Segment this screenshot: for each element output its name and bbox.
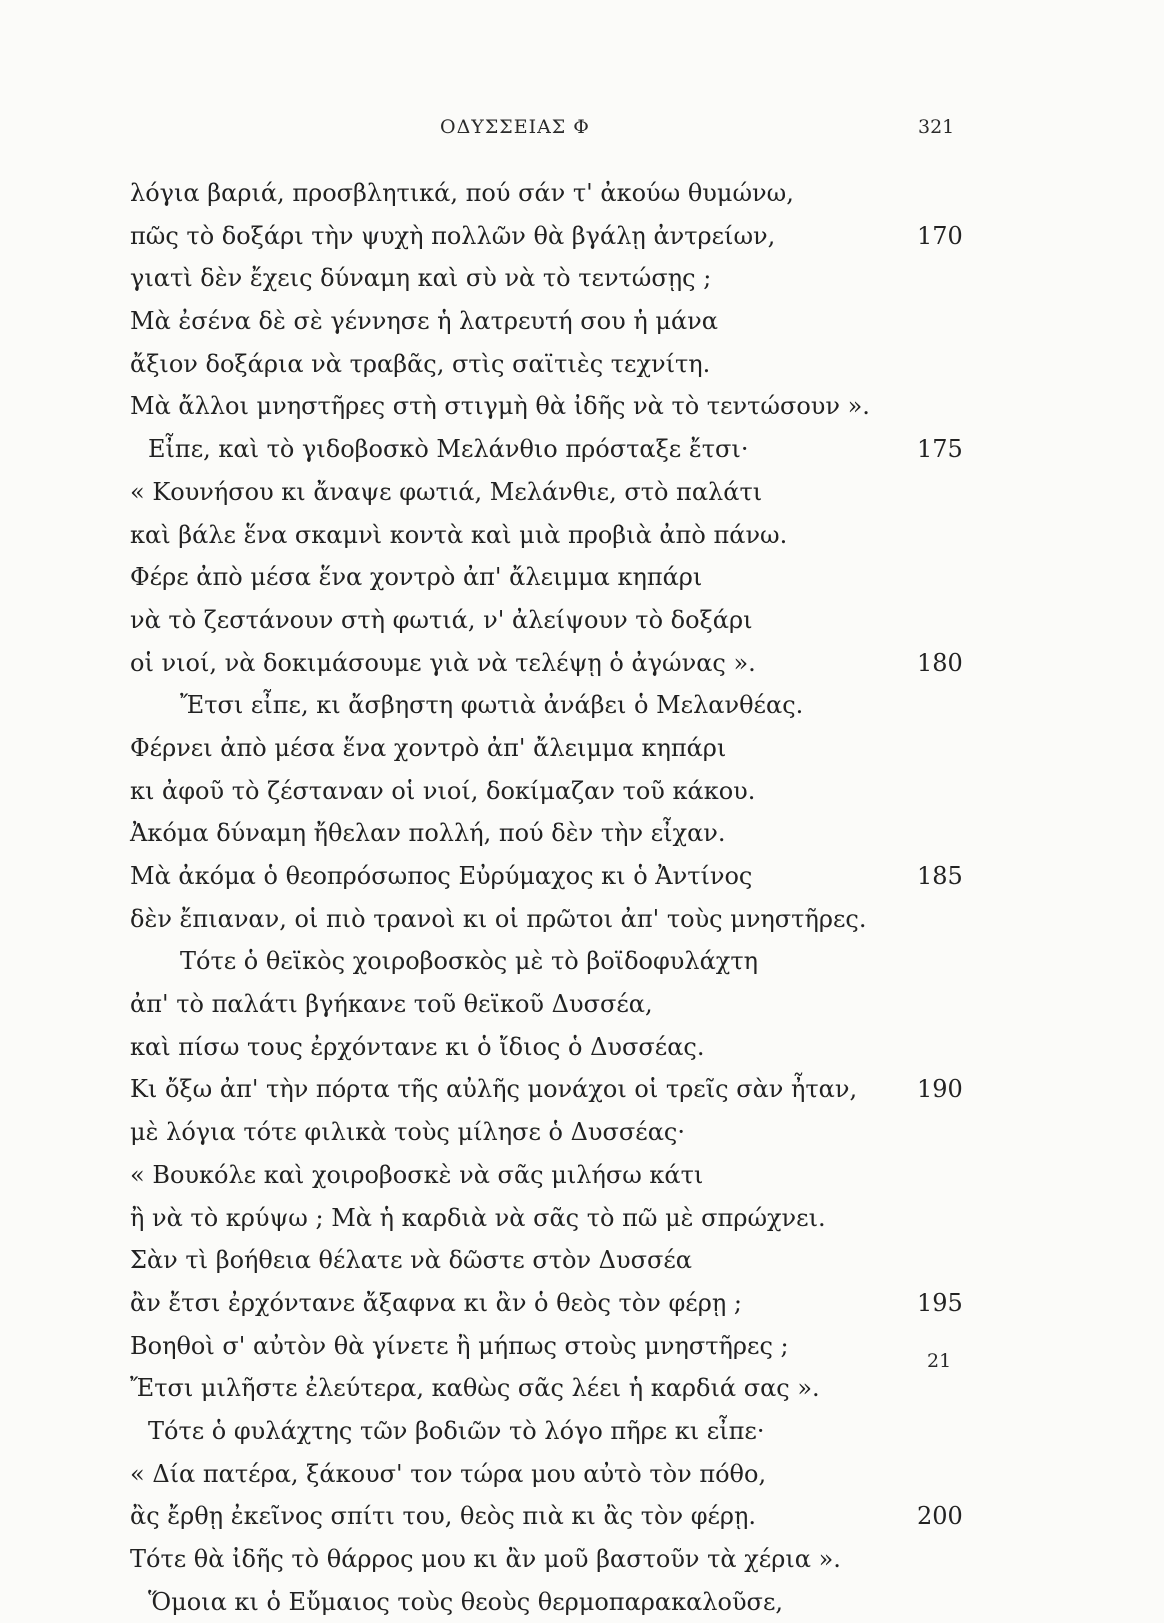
verse-line — [130, 684, 990, 727]
verse-line — [130, 940, 990, 983]
verse-text: Κι ὄξω ἀπ' τὴν πόρτα τῆς αὐλῆς μονάχοι οἱ τρεῖς σὰν ἦταν, — [130, 1075, 858, 1104]
verse-text: Βοηθοὶ σ' αὐτὸν θὰ γίνετε ἢ μήπως στοὺς μνηστῆρες ; — [130, 1331, 789, 1360]
line-number: 180 — [917, 648, 963, 677]
verse-text: κι ἀφοῦ τὸ ζέσταναν οἱ νιοί, δοκίμαζαν τοῦ κάκου. — [130, 776, 756, 805]
verse-text: ἂν ἔτσι ἐρχόντανε ἄξαφνα κι ἂν ὁ θεὸς τὸν φέρῃ ; — [130, 1288, 742, 1317]
verse-text: « Βουκόλε καὶ χοιροβοσκὲ νὰ σᾶς μιλήσω κάτι — [130, 1160, 704, 1189]
verse-line — [130, 1538, 990, 1581]
running-header-title: ΟΔΥΣΣΕΙΑΣ Φ — [440, 116, 590, 138]
line-number: 170 — [917, 221, 963, 250]
verse-line — [130, 812, 990, 855]
verse-text: καὶ πίσω τους ἐρχόντανε κι ὁ ἴδιος ὁ Δυσσέας. — [130, 1032, 705, 1061]
line-number: 185 — [917, 862, 963, 890]
verse-line — [130, 257, 990, 300]
verse-text: Μὰ ἀκόμα ὁ θεοπρόσωπος Εὐρύμαχος κι ὁ Ἀντίνος — [130, 862, 753, 890]
verse-text: « Κουνήσου κι ἄναψε φωτιά, Μελάνθιε, στὸ παλάτι — [130, 477, 763, 506]
verse-line — [130, 1282, 990, 1325]
verse-line — [130, 599, 990, 642]
verse-text: γιατὶ δὲν ἔχεις δύναμη καὶ σὺ νὰ τὸ τεντώσῃς ; — [130, 264, 712, 293]
verse-text: Μὰ ἐσένα δὲ σὲ γέννησε ἡ λατρευτή σου ἡ μάνα — [130, 307, 718, 336]
verse-text: Ἔτσι εἶπε, κι ἄσβηστη φωτιὰ ἀνάβει ὁ Μελανθέας. — [180, 691, 804, 720]
verse-line — [130, 855, 990, 898]
verse-line — [130, 1367, 990, 1410]
verse-line — [130, 514, 990, 557]
verse-line — [130, 1154, 990, 1197]
verse-line — [130, 556, 990, 599]
verse-line — [130, 1239, 990, 1282]
verse-line — [130, 343, 990, 386]
verse-text: Τότε ὁ θεϊκὸς χοιροβοσκὸς μὲ τὸ βοϊδοφυλάχτη — [180, 947, 758, 976]
verse-text: Φέρνει ἀπὸ μέσα ἕνα χοντρὸ ἀπ' ἄλειμμα κηπάρι — [130, 733, 727, 762]
verse-text: νὰ τὸ ζεστάνουν στὴ φωτιά, ν' ἀλείψουν τὸ δοξάρι — [130, 605, 753, 634]
verse-line — [130, 983, 990, 1026]
line-number: 190 — [917, 1075, 963, 1104]
verse-line — [130, 215, 990, 258]
verse-line — [130, 471, 990, 514]
verse-text: Τότε ὁ φυλάχτης τῶν βοδιῶν τὸ λόγο πῆρε κι εἶπε· — [148, 1416, 765, 1445]
verse-text: ἄξιον δοξάρια νὰ τραβᾶς, στὶς σαϊτιὲς τεχνίτη. — [130, 349, 711, 378]
verse-text: οἱ νιοί, νὰ δοκιμάσουμε γιὰ νὰ τελέψῃ ὁ ἀγώνας ». — [130, 648, 756, 677]
verse-block — [130, 172, 990, 1623]
verse-line — [130, 727, 990, 770]
verse-text: Ἀκόμα δύναμη ἤθελαν πολλή, πού δὲν τὴν εἶχαν. — [130, 819, 726, 848]
verse-text: « Δία πατέρα, ξάκουσ' τον τώρα μου αὐτὸ τὸν πόθο, — [130, 1459, 767, 1488]
verse-line — [130, 1410, 990, 1453]
verse-text: ἂς ἔρθῃ ἐκεῖνος σπίτι του, θεὸς πιὰ κι ἂς τὸν φέρῃ. — [130, 1502, 757, 1531]
verse-text: μὲ λόγια τότε φιλικὰ τοὺς μίλησε ὁ Δυσσέας· — [130, 1118, 685, 1147]
verse-line — [130, 1068, 990, 1111]
verse-text: Μὰ ἄλλοι μνηστῆρες στὴ στιγμὴ θὰ ἰδῆς νὰ τὸ τεντώσουν ». — [130, 392, 870, 421]
line-number: 195 — [917, 1288, 963, 1317]
verse-line — [130, 428, 990, 471]
verse-text: ἀπ' τὸ παλάτι βγήκανε τοῦ θεϊκοῦ Δυσσέα, — [130, 990, 653, 1019]
verse-text: Σὰν τὶ βοήθεια θέλατε νὰ δῶστε στὸν Δυσσέα — [130, 1246, 693, 1275]
verse-text: Εἶπε, καὶ τὸ γιδοβοσκὸ Μελάνθιο πρόσταξε ἔτσι· — [148, 435, 749, 464]
verse-line — [130, 1495, 990, 1538]
verse-line — [130, 898, 990, 941]
verse-line — [130, 172, 990, 215]
verse-text: Τότε θὰ ἰδῆς τὸ θάρρος μου κι ἂν μοῦ βαστοῦν τὰ χέρια ». — [130, 1545, 841, 1573]
verse-line — [130, 300, 990, 343]
verse-line — [130, 1325, 990, 1368]
verse-line — [130, 385, 990, 428]
line-number: 175 — [917, 435, 963, 464]
line-number: 200 — [917, 1502, 963, 1531]
verse-line — [130, 1197, 990, 1240]
verse-line — [130, 642, 990, 685]
verse-line — [130, 770, 990, 813]
verse-line — [130, 1453, 990, 1496]
verse-text: ἢ νὰ τὸ κρύψω ; Μὰ ἡ καρδιὰ νὰ σᾶς τὸ πῶ μὲ σπρώχνει. — [130, 1203, 826, 1232]
verse-text: δὲν ἔπιαναν, οἱ πιὸ τρανοὶ κι οἱ πρῶτοι ἀπ' τοὺς μνηστῆρες. — [130, 904, 867, 933]
verse-text: Ἔτσι μιλῆστε ἐλεύτερα, καθὼς σᾶς λέει ἡ καρδιά σας ». — [130, 1374, 820, 1403]
verse-text: Φέρε ἀπὸ μέσα ἕνα χοντρὸ ἀπ' ἄλειμμα κηπάρι — [130, 563, 703, 592]
verse-text: λόγια βαριά, προσβλητικά, πού σάν τ' ἀκούω θυμώνω, — [130, 179, 794, 207]
verse-text: πῶς τὸ δοξάρι τὴν ψυχὴ πολλῶν θὰ βγάλῃ ἀντρείων, — [130, 221, 776, 250]
verse-line — [130, 1111, 990, 1154]
signature-mark: 21 — [927, 1350, 952, 1372]
verse-text: καὶ βάλε ἕνα σκαμνὶ κοντὰ καὶ μιὰ προβιὰ ἀπὸ πάνω. — [130, 520, 788, 549]
verse-line — [130, 1026, 990, 1069]
verse-line — [130, 1581, 990, 1623]
page-number: 321 — [918, 116, 955, 138]
verse-text: Ὅμοια κι ὁ Εὔμαιος τοὺς θεοὺς θερμοπαρακαλοῦσε, — [148, 1587, 784, 1616]
